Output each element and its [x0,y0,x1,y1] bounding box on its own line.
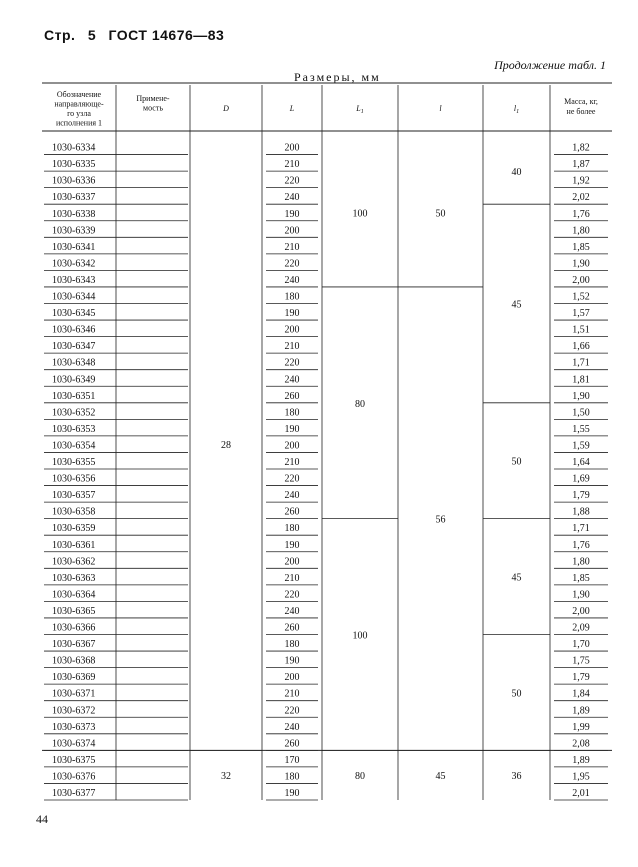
table-row [52,159,590,170]
row-mass: 1,69 [572,473,590,485]
row-code: 1030-6368 [52,655,96,667]
table-row [52,606,590,617]
row-length: 210 [284,457,300,468]
table-row [52,705,590,716]
col-header-l-1: $l_1$ [513,104,520,115]
row-mass: 1,76 [572,208,590,220]
row-code: 1030-6345 [52,308,96,320]
col-header-mass: Масса, кг, [564,97,598,106]
table-row [52,490,590,501]
row-mass: 1,57 [572,308,590,320]
table-row [52,143,590,154]
merged-cell-l1: 100 [352,630,368,642]
table-row [52,457,590,468]
row-mass: 1,64 [572,457,590,468]
row-code: 1030-6375 [52,754,96,766]
row-length: 240 [284,192,300,204]
row-code: 1030-6348 [52,357,96,369]
merged-cell-d: 32 [221,771,231,783]
merged-cell-l1: 40 [511,167,522,179]
row-code: 1030-6353 [52,423,96,435]
col-header-designation: исполнения 1 [55,118,103,128]
table-row [52,788,590,799]
table-row [52,391,590,402]
row-length: 260 [284,506,300,518]
merged-cell-l1: 80 [355,771,365,783]
row-mass: 1,90 [572,589,590,601]
row-length: 180 [284,639,300,651]
row-code: 1030-6369 [52,672,96,684]
row-code: 1030-6377 [52,788,96,799]
col-header-d: D [223,104,229,113]
merged-cell-l1: 45 [511,299,522,311]
table-row [52,275,590,286]
col-header-l-1-sub: 1 [516,109,520,115]
row-mass: 1,99 [572,721,590,733]
table-row [52,474,590,485]
row-length: 190 [284,539,300,551]
row-length: 200 [284,324,300,336]
row-length: 200 [284,225,300,237]
col-header-length-1: $L_1$ [356,104,364,115]
row-code: 1030-6343 [52,274,96,286]
row-mass: 1,82 [572,142,590,154]
row-length: 180 [284,407,300,419]
row-length: 190 [284,208,300,220]
table-row [52,440,590,451]
row-length: 240 [284,721,300,733]
row-mass: 2,02 [572,192,590,204]
col-header-application: Примене- [136,94,170,103]
row-length: 220 [284,473,300,485]
row-mass: 1,79 [572,672,590,684]
merged-cell-l1: 36 [511,771,522,783]
table-row [52,755,590,766]
row-mass: 1,88 [572,506,590,518]
row-code: 1030-6355 [52,457,96,468]
row-mass: 1,55 [572,423,590,435]
row-code: 1030-6349 [52,374,96,386]
row-code: 1030-6367 [52,639,96,651]
page-number: 44 [36,812,48,826]
row-code: 1030-6344 [52,291,96,303]
row-code: 1030-6341 [52,241,96,253]
table-continuation-note: Продолжение табл. 1 [494,58,606,72]
merged-cell-l1: 50 [511,456,522,468]
table-row [52,358,590,369]
row-length: 180 [284,291,300,303]
row-length: 220 [284,705,300,717]
row-mass: 1,79 [572,490,590,502]
table-row [52,258,590,269]
col-header-designation: направляюще- [54,99,104,109]
row-mass: 1,81 [572,374,590,386]
row-code: 1030-6352 [52,407,96,419]
row-mass: 1,84 [572,688,590,700]
merged-cell-d: 28 [221,440,231,452]
row-code: 1030-6351 [52,390,96,402]
table-row [52,573,590,584]
row-length: 260 [284,390,300,402]
table-row [52,225,590,236]
row-length: 220 [284,357,300,369]
row-length: 190 [284,423,300,435]
row-mass: 1,85 [572,241,590,253]
row-length: 200 [284,142,300,154]
row-mass: 2,00 [572,274,590,286]
standard-code: ГОСТ 14676—83 [108,27,225,43]
row-length: 200 [284,440,300,452]
row-mass: 1,92 [572,175,590,187]
row-mass: 1,71 [572,523,590,535]
row-length: 180 [284,771,300,783]
table-row [52,374,590,385]
merged-cell-l1: 100 [352,208,368,220]
col-header-application: мость [143,103,163,113]
row-mass: 1,80 [572,556,590,568]
row-length: 190 [284,655,300,667]
row-mass: 1,87 [572,159,590,171]
row-mass: 1,51 [572,324,590,336]
row-code: 1030-6372 [52,705,96,717]
row-length: 180 [284,523,300,535]
row-length: 240 [284,274,300,286]
table-grid [42,83,612,800]
row-length: 220 [284,175,300,187]
table-row [52,540,590,551]
table-row [52,738,590,749]
row-code: 1030-6373 [52,721,96,733]
row-length: 210 [284,241,300,253]
row-mass: 2,08 [572,738,590,750]
row-length: 190 [284,308,300,320]
row-code: 1030-6364 [52,589,96,601]
row-code: 1030-6365 [52,605,96,617]
col-header-designation: Обозначение [56,90,102,99]
row-code: 1030-6356 [52,473,96,485]
row-mass: 1,85 [572,572,590,584]
col-header-length: L [289,104,295,113]
row-length: 190 [284,788,300,799]
table-row [52,192,590,203]
row-length: 260 [284,622,300,634]
row-code: 1030-6334 [52,142,96,154]
row-code: 1030-6337 [52,192,96,204]
row-code: 1030-6357 [52,490,96,502]
merged-cell-l: 45 [435,771,446,783]
row-code: 1030-6362 [52,556,96,568]
row-mass: 2,00 [572,605,590,617]
row-mass: 1,90 [572,258,590,270]
col-header-length-1-sub: 1 [360,109,364,115]
row-mass: 1,52 [572,291,590,303]
row-code: 1030-6342 [52,258,96,270]
row-mass: 1,89 [572,754,590,766]
row-mass: 1,95 [572,771,590,783]
row-mass: 1,76 [572,539,590,551]
row-mass: 2,01 [572,788,590,799]
col-header-mass: не более [566,107,596,116]
table-row [52,656,590,667]
row-length: 210 [284,572,300,584]
merged-cell-l1: 45 [511,572,522,584]
row-code: 1030-6335 [52,159,96,171]
row-code: 1030-6347 [52,341,96,353]
table-row [52,589,590,600]
table-row [52,689,590,700]
row-code: 1030-6366 [52,622,96,634]
table-header [54,90,597,128]
table-row [52,407,590,418]
row-mass: 1,59 [572,440,590,452]
table-row [52,507,590,518]
row-mass: 1,66 [572,341,590,353]
row-length: 210 [284,159,300,171]
table-row [52,424,590,435]
row-length: 200 [284,672,300,684]
table-row [52,672,590,683]
row-code: 1030-6371 [52,688,96,700]
merged-cell-l1: 50 [511,688,522,700]
table-row [52,292,590,303]
row-mass: 1,75 [572,655,590,667]
table-row [52,308,590,319]
row-code: 1030-6374 [52,738,96,750]
row-mass: 1,50 [572,407,590,419]
table-row [52,242,590,253]
page-label: Стр. [44,27,76,43]
table-row [52,722,590,733]
row-mass: 1,89 [572,705,590,717]
row-code: 1030-6359 [52,523,96,535]
row-length: 220 [284,258,300,270]
row-code: 1030-6338 [52,208,96,220]
row-length: 170 [284,754,300,766]
table-row [52,176,590,187]
row-code: 1030-6358 [52,506,96,518]
row-length: 240 [284,374,300,386]
row-code: 1030-6354 [52,440,96,452]
row-code: 1030-6336 [52,175,96,187]
row-length: 260 [284,738,300,750]
row-length: 240 [284,605,300,617]
table-row [52,325,590,336]
table-row [52,341,590,352]
row-mass: 1,80 [572,225,590,237]
row-length: 220 [284,589,300,601]
row-code: 1030-6346 [52,324,96,336]
table-row [52,556,590,567]
row-length: 210 [284,341,300,353]
row-mass: 1,90 [572,390,590,402]
table-row [52,639,590,650]
row-mass: 2,09 [572,622,590,634]
row-length: 240 [284,490,300,502]
table-row [52,771,590,782]
row-mass: 1,70 [572,639,590,651]
table-row [52,523,590,534]
sizes-caption: Размеры, мм [294,70,381,84]
page-no: 5 [87,27,97,43]
row-code: 1030-6363 [52,572,96,584]
row-length: 210 [284,688,300,700]
row-code: 1030-6339 [52,225,96,237]
col-header-l: l [439,104,442,113]
merged-cell-l1: 80 [355,398,365,410]
row-code: 1030-6376 [52,771,96,783]
row-length: 200 [284,556,300,568]
merged-cell-l: 50 [435,208,446,220]
merged-cell-l: 56 [435,514,446,526]
table-row [52,623,590,634]
row-code: 1030-6361 [52,539,96,551]
row-mass: 1,71 [572,357,590,369]
col-header-designation: го узла [67,109,91,118]
table-row [52,209,590,220]
